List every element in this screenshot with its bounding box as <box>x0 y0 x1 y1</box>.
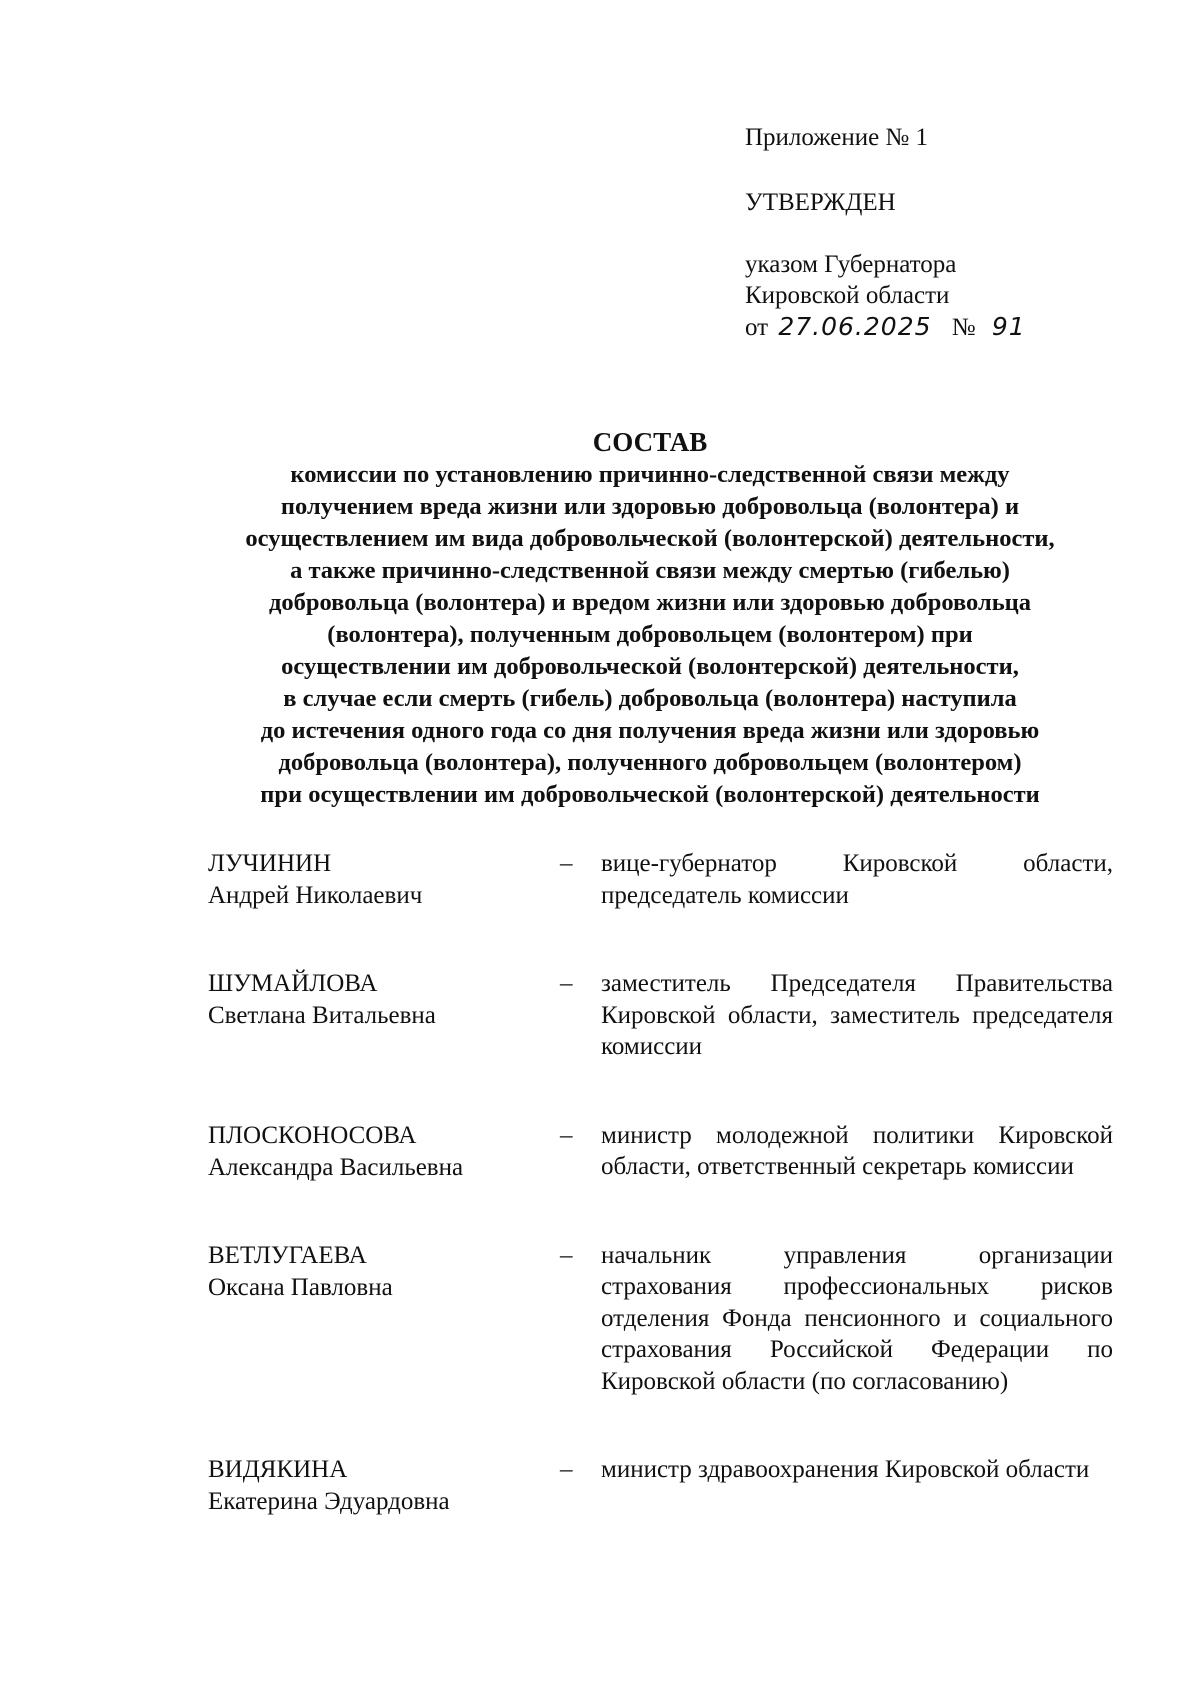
decree-line-1: указом Губернатора <box>745 251 957 278</box>
approved-label: УТВЕРЖДЕН <box>745 189 896 216</box>
member-dash: – <box>560 970 573 997</box>
member-entry <box>208 1120 1113 1183</box>
handwritten-date: 27.06.2025 <box>778 312 932 341</box>
member-surname: ВИДЯКИНА <box>208 1456 348 1483</box>
member-dash: – <box>560 1456 573 1483</box>
number-sign: № <box>951 314 976 341</box>
decree-line-2: Кировской области <box>745 282 950 309</box>
member-name <box>208 848 548 912</box>
member-given-names: Андрей Николаевич <box>208 882 423 909</box>
title-line: осуществлении им добровольческой (волонтерской) деятельности, <box>281 653 1019 680</box>
member-given-names: Александра Васильевна <box>208 1153 464 1181</box>
member-role: министр молодежной политики Кировской области, ответственный секретарь комиссии <box>601 1121 1113 1180</box>
title-heading: СОСТАВ <box>592 427 708 457</box>
title-line: при осуществлении им добровольческой (волонтерской) деятельности <box>260 781 1040 808</box>
member-name <box>208 1240 548 1304</box>
document-title <box>150 425 1150 811</box>
title-line: а также причинно-следственной связи между смертью (гибелью) <box>290 557 1010 584</box>
member-name <box>208 968 548 1032</box>
title-line: получением вреда жизни или здоровью добровольца (волонтера) и <box>280 493 1020 520</box>
member-surname: ЛУЧИНИН <box>208 850 332 877</box>
handwritten-number: 91 <box>991 312 1026 341</box>
member-name <box>208 1120 548 1184</box>
member-dash: – <box>560 1241 573 1269</box>
member-given-names: Светлана Витальевна <box>208 1002 436 1029</box>
member-dash: – <box>560 850 573 877</box>
title-line: комиссии по установлению причинно-следственной связи между <box>290 461 1010 488</box>
member-name <box>208 1454 548 1518</box>
member-surname: ВЕТЛУГАЕВА <box>208 1241 367 1269</box>
member-surname: ПЛОСКОНОСОВА <box>208 1121 417 1149</box>
title-line: осуществлением им вида добровольческой (волонтерской) деятельности, <box>245 525 1055 552</box>
member-given-names: Екатерина Эдуардовна <box>208 1488 450 1515</box>
title-line: добровольца (волонтера), полученного добровольцем (волонтером) <box>278 749 1022 776</box>
member-role: вице-губернатор Кировской области, председатель комиссии <box>601 850 1113 909</box>
title-line: до истечения одного года со дня получения вреда жизни или здоровью <box>260 717 1040 744</box>
member-role: министр здравоохранения Кировской области <box>601 1456 1090 1483</box>
appendix-label: Приложение № 1 <box>745 124 929 151</box>
approval-stamp-block <box>745 122 1165 343</box>
member-surname: ШУМАЙЛОВА <box>208 970 378 997</box>
member-role: заместитель Председателя Правительства Кировской области, заместитель председателя комиссии <box>601 970 1113 1060</box>
title-line: (волонтера), полученным добровольцем (волонтером) при <box>327 621 973 648</box>
member-entry <box>208 968 1113 1063</box>
commission-members-list <box>208 848 1113 1515</box>
member-entry <box>208 1454 1113 1515</box>
member-given-names: Оксана Павловна <box>208 1273 393 1301</box>
member-dash: – <box>560 1121 573 1149</box>
member-role: начальник управления организации страхования профессиональных рисков отделения Фонда пенсионного и социального страхования Российской Федерации по Кировской области (по согласованию) <box>601 1241 1113 1395</box>
decree-date-line <box>745 311 1165 343</box>
member-entry <box>208 1240 1113 1398</box>
title-line: добровольца (волонтера) и вредом жизни или здоровью добровольца <box>268 589 1032 616</box>
title-line: в случае если смерть (гибель) добровольца (волонтера) наступила <box>283 685 1017 712</box>
date-prefix: от <box>745 314 769 341</box>
member-entry <box>208 848 1113 911</box>
